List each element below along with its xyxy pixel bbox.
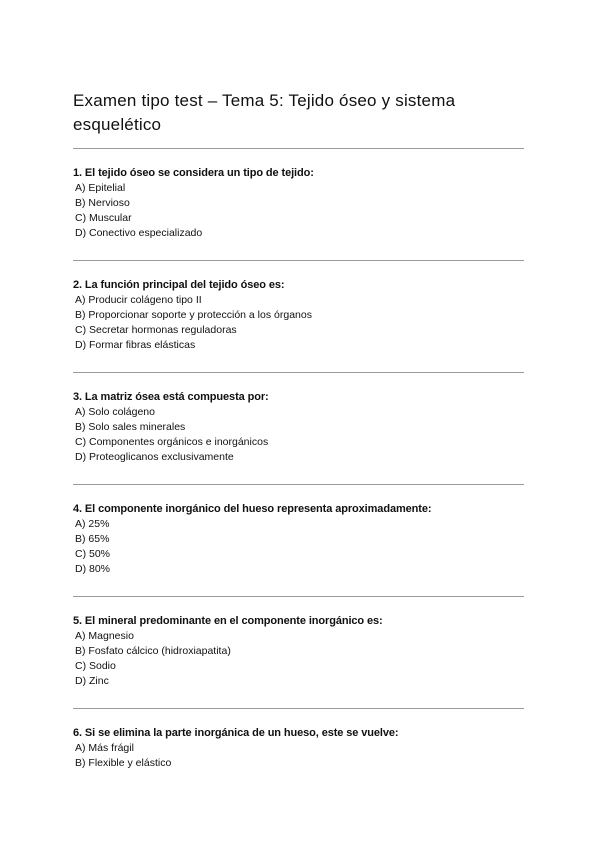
options-list <box>73 629 533 689</box>
option-a: A) Solo colágeno <box>75 406 155 418</box>
option-a: A) 25% <box>75 518 110 530</box>
question-3 <box>73 390 533 465</box>
options-list <box>73 181 533 241</box>
option-d: D) 80% <box>75 563 111 575</box>
option-d: D) Zinc <box>75 675 109 687</box>
option-b: B) Fosfato cálcico (hidroxiapatita) <box>75 645 231 657</box>
options-list <box>73 293 533 353</box>
divider <box>73 148 524 149</box>
question-4 <box>73 502 533 577</box>
option-b: B) Flexible y elástico <box>75 757 172 769</box>
divider <box>73 708 524 709</box>
question-text: 2. La función principal del tejido óseo es: <box>73 279 285 291</box>
option-b: B) Nervioso <box>75 197 130 209</box>
question-text: 3. La matriz ósea está compuesta por: <box>73 391 269 403</box>
options-list <box>73 517 533 577</box>
divider <box>73 372 524 373</box>
option-c: C) Sodio <box>75 660 116 672</box>
option-b: B) 65% <box>75 533 110 545</box>
option-d: D) Conectivo especializado <box>75 227 203 239</box>
option-a: A) Producir colágeno tipo II <box>75 294 202 306</box>
option-c: C) Secretar hormonas reguladoras <box>75 324 237 336</box>
divider <box>73 260 524 261</box>
divider <box>73 596 524 597</box>
question-text: 5. El mineral predominante en el componente inorgánico es: <box>73 615 383 627</box>
option-c: C) Componentes orgánicos e inorgánicos <box>75 436 269 448</box>
question-text: 1. El tejido óseo se considera un tipo de tejido: <box>73 167 314 179</box>
option-b: B) Proporcionar soporte y protección a los órganos <box>75 309 312 321</box>
question-text: 4. El componente inorgánico del hueso representa aproximadamente: <box>73 503 432 515</box>
option-d: D) Proteoglicanos exclusivamente <box>75 451 234 463</box>
question-5 <box>73 614 533 689</box>
options-list <box>73 405 533 465</box>
question-text: 6. Si se elimina la parte inorgánica de un hueso, este se vuelve: <box>73 727 399 739</box>
option-a: A) Más frágil <box>75 742 134 754</box>
option-b: B) Solo sales minerales <box>75 421 186 433</box>
option-a: A) Magnesio <box>75 630 134 642</box>
divider <box>73 484 524 485</box>
option-c: C) 50% <box>75 548 111 560</box>
question-6 <box>73 726 533 771</box>
question-1 <box>73 166 533 241</box>
options-list <box>73 741 533 771</box>
document-title: Examen tipo test – Tema 5: Tejido óseo y sistema esquelético <box>73 91 456 134</box>
question-2 <box>73 278 533 353</box>
option-a: A) Epitelial <box>75 182 126 194</box>
option-c: C) Muscular <box>75 212 132 224</box>
option-d: D) Formar fibras elásticas <box>75 339 196 351</box>
